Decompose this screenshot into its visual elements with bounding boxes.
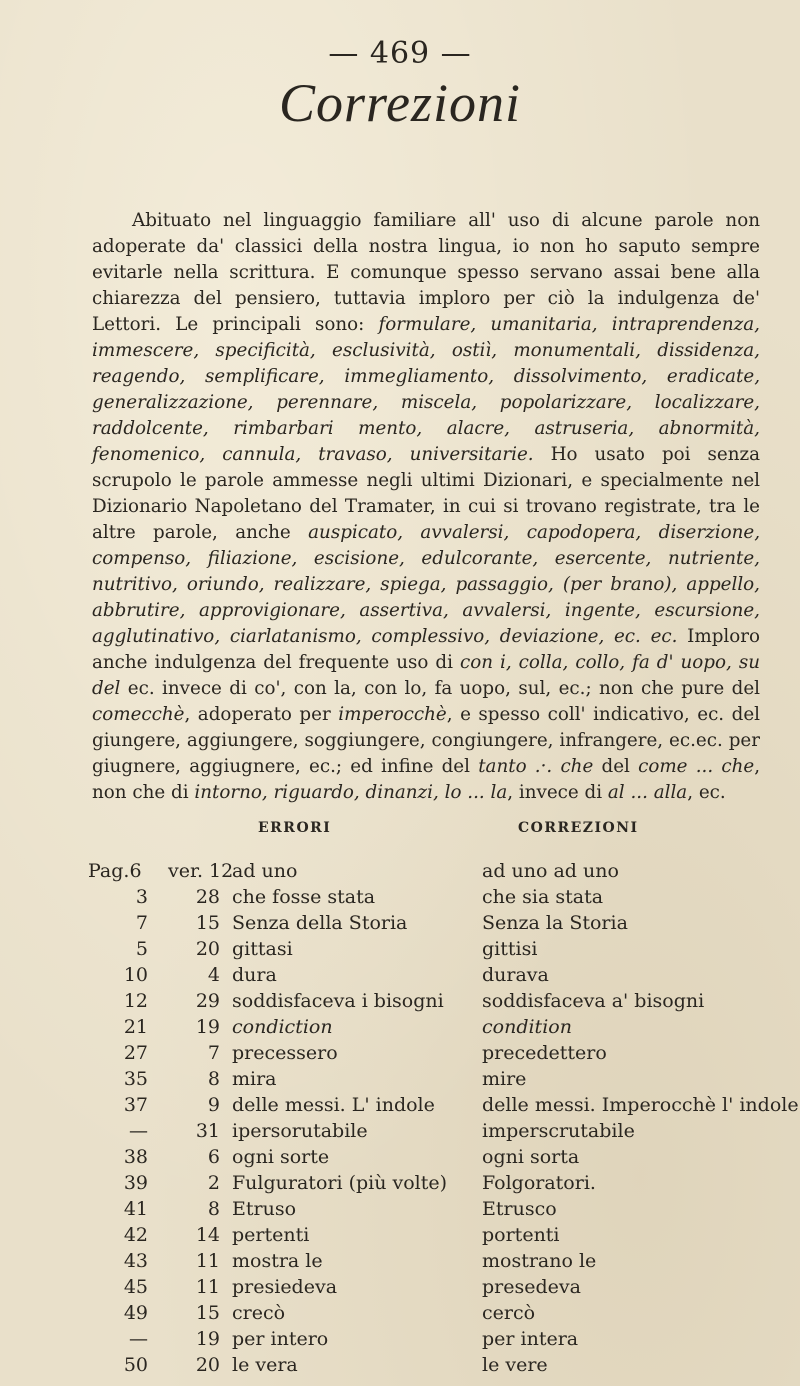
errata-correction: le vere	[482, 1354, 548, 1376]
errata-row	[0, 1144, 800, 1170]
errata-line: 20	[195, 938, 220, 960]
errata-row	[0, 1170, 800, 1196]
errata-correction: condition	[482, 1016, 572, 1038]
errata-error: Fulguratori (più volte)	[232, 1172, 448, 1194]
errata-line: 7	[207, 1042, 220, 1064]
errata-line: 6	[207, 1146, 220, 1168]
intro-italic-words-8: intorno, riguardo, dinanzi, lo ... la	[194, 782, 508, 804]
errata-page: 42	[123, 1224, 148, 1246]
errata-correction: gittisi	[482, 938, 538, 960]
errata-correction: ogni sorta	[482, 1146, 580, 1168]
intro-italic-words-6: tanto .·. che	[478, 756, 594, 778]
errata-correction: Senza la Storia	[482, 912, 628, 934]
errata-row	[0, 1222, 800, 1248]
intro-text-4: ec. invece di co', con la, con lo, fa uopo, sul, ec.; non che pure del	[120, 678, 760, 700]
intro-text-10: , ec.	[687, 782, 726, 804]
errata-correction: delle messi. Imperocchè l' indole	[482, 1094, 799, 1116]
errata-correction: Folgoratori.	[482, 1172, 596, 1194]
errata-line: 11	[195, 1250, 220, 1272]
errata-correction: per intera	[482, 1328, 579, 1350]
errata-row	[0, 884, 800, 910]
errata-correction: durava	[482, 964, 549, 986]
errata-error: che fosse stata	[232, 886, 376, 908]
errata-line: ver. 12	[168, 860, 234, 882]
errata-correction: presedeva	[482, 1276, 581, 1298]
errata-correction: cercò	[482, 1302, 536, 1324]
errata-line: 11	[195, 1276, 220, 1298]
intro-text-7: del	[593, 756, 639, 778]
errata-row	[0, 1274, 800, 1300]
errata-line: 31	[195, 1120, 220, 1142]
errata-error: le vera	[232, 1354, 298, 1376]
errata-error: Etruso	[232, 1198, 297, 1220]
intro-italic-words-5: imperocchè	[338, 704, 447, 726]
page-title: Correzioni	[278, 73, 522, 133]
errata-page: 5	[135, 938, 148, 960]
errata-error: pertenti	[232, 1224, 310, 1246]
errata-row	[0, 1066, 800, 1092]
errata-page: 50	[123, 1354, 148, 1376]
errata-page: 41	[123, 1198, 148, 1220]
intro-italic-words-1: formulare, umanitaria, intraprendenza, immescere, specificità, esclusività, ostiì, monumentali, dissidenza, reagendo, semplificare, immegliamento, dissolvimento, eradicate, generalizzazione, perennare, miscela, popolarizzare, localizzare, raddolcente, rimbarbari mento, alacre, astruseria, abnormità, fenomenico, cannula, travaso, universitarie.	[92, 314, 760, 466]
errata-row	[0, 1092, 800, 1118]
errata-error: crecò	[232, 1302, 286, 1324]
errata-error: soddisfaceva i bisogni	[232, 990, 444, 1012]
errata-page: —	[129, 1328, 148, 1350]
errata-row	[0, 936, 800, 962]
corrections-column-header: CORREZIONI	[518, 820, 639, 836]
errata-row	[0, 1040, 800, 1066]
errata-line: 15	[195, 912, 220, 934]
errata-error: Senza della Storia	[232, 912, 408, 934]
errata-error: presiedeva	[232, 1276, 338, 1298]
errata-row	[0, 1352, 800, 1378]
errata-row	[0, 1014, 800, 1040]
intro-text-6: , e spesso coll' indicativo, ec. del giungere, aggiungere, soggiungere, congiungere, infrangere, ec.ec. per giugnere, aggiugnere, ec.; ed infine del	[92, 704, 761, 778]
intro-text-3: Imploro anche indulgenza del frequente uso di	[92, 626, 760, 674]
errata-row	[0, 1300, 800, 1326]
intro-italic-words-7: come ... che	[638, 756, 755, 778]
errata-row	[0, 988, 800, 1014]
intro-italic-words-4: comecchè	[92, 704, 185, 726]
errata-correction: mostrano le	[482, 1250, 597, 1272]
errata-line: 29	[195, 990, 220, 1012]
errata-line: 4	[207, 964, 220, 986]
errata-correction: mire	[482, 1068, 527, 1090]
errata-error: mira	[232, 1068, 277, 1090]
page-number: — 469 —	[328, 36, 472, 71]
errata-page: —	[129, 1120, 148, 1142]
errata-line: 2	[207, 1172, 220, 1194]
errata-correction: Etrusco	[482, 1198, 557, 1220]
errata-page: 21	[123, 1016, 148, 1038]
errata-page: 37	[123, 1094, 148, 1116]
errata-line: 15	[195, 1302, 220, 1324]
errata-page: 49	[123, 1302, 148, 1324]
errata-error: delle messi. L' indole	[232, 1094, 435, 1116]
errata-row	[0, 1248, 800, 1274]
intro-italic-words-9: al ... alla	[607, 782, 688, 804]
errata-page: 12	[123, 990, 148, 1012]
errata-line: 9	[207, 1094, 220, 1116]
errors-column-header: ERRORI	[258, 820, 332, 836]
errata-error: ipersorutabile	[232, 1120, 368, 1142]
errata-correction: che sia stata	[482, 886, 604, 908]
errata-row	[0, 1196, 800, 1222]
errata-line: 19	[195, 1016, 220, 1038]
intro-paragraph	[92, 208, 760, 806]
errata-line: 8	[207, 1198, 220, 1220]
errata-page: 7	[135, 912, 148, 934]
errata-line: 19	[195, 1328, 220, 1350]
intro-text-2: Ho usato poi senza scrupolo le parole ammesse negli ultimi Dizionari, e specialmente nel Dizionario Napoletano del Tramater, in cui si trovano registrate, tra le altre parole, anche	[92, 444, 760, 544]
errata-line: 28	[195, 886, 220, 908]
intro-italic-words-2: auspicato, avvalersi, capodopera, diserzione, compenso, filiazione, escisione, edulcorante, esercente, nutriente, nutritivo, oriundo, realizzare, spiega, passaggio, (per brano), appello, abbrutire, approvigionare, assertiva, avvalersi, ingente, escursione, agglutinativo, ciarlatanismo, complessivo, deviazione, ec. ec.	[92, 522, 760, 648]
errata-page: 39	[123, 1172, 148, 1194]
errata-error: ogni sorte	[232, 1146, 330, 1168]
errata-row	[0, 858, 800, 884]
errata-error: per intero	[232, 1328, 329, 1350]
errata-row	[0, 962, 800, 988]
errata-row	[0, 910, 800, 936]
errata-error: gittasi	[232, 938, 293, 960]
errata-correction: soddisfaceva a' bisogni	[482, 990, 705, 1012]
errata-page: 38	[123, 1146, 148, 1168]
errata-correction: imperscrutabile	[482, 1120, 635, 1142]
errata-line: 8	[207, 1068, 220, 1090]
errata-page: 35	[123, 1068, 148, 1090]
errata-page: 43	[123, 1250, 148, 1272]
errata-correction: ad uno ad uno	[482, 860, 619, 882]
errata-error: condiction	[232, 1016, 333, 1038]
errata-page: Pag.6	[88, 860, 142, 882]
errata-error: ad uno	[232, 860, 298, 882]
intro-text-1: Abituato nel linguaggio familiare all' uso di alcune parole non adoperate da' classici della nostra lingua, io non ho saputo sempre evitarle nella scrittura. E comunque spesso servano assai bene alla chiarezza del pensiero, tuttavia imploro per ciò la indulgenza de' Lettori. Le principali sono:	[92, 210, 760, 336]
errata-error: mostra le	[232, 1250, 323, 1272]
errata-error: precessero	[232, 1042, 338, 1064]
errata-row	[0, 1118, 800, 1144]
intro-text-9: , invece di	[507, 782, 608, 804]
errata-page: 45	[123, 1276, 148, 1298]
errata-line: 20	[195, 1354, 220, 1376]
intro-italic-words-3: con i, colla, collo, fa d' uopo, su del	[92, 652, 760, 700]
errata-correction: precedettero	[482, 1042, 607, 1064]
intro-text-8: , non che di	[92, 756, 760, 804]
errata-row	[0, 1326, 800, 1352]
errata-correction: portenti	[482, 1224, 560, 1246]
errata-line: 14	[195, 1224, 220, 1246]
errata-page: 3	[135, 886, 148, 908]
errata-page: 27	[123, 1042, 148, 1064]
errata-table	[0, 858, 800, 1378]
errata-error: dura	[232, 964, 277, 986]
errata-page: 10	[123, 964, 148, 986]
intro-text-5: , adoperato per	[184, 704, 339, 726]
